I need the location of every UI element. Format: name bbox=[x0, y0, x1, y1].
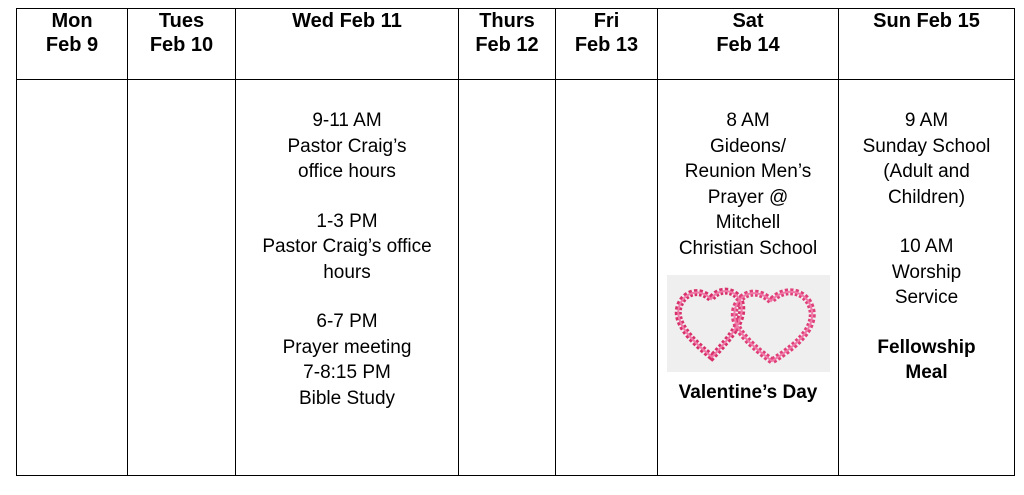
cell-mon bbox=[17, 80, 128, 476]
cell-fri bbox=[556, 80, 658, 476]
sat-event-mens-prayer: 8 AM Gideons/ Reunion Men’s Prayer @ Mitchell Christian School bbox=[678, 110, 818, 259]
wed-event-prayer-bible: 6-7 PM Prayer meeting 7-8:15 PM Bible Study bbox=[282, 311, 412, 409]
events-row bbox=[17, 80, 1015, 476]
sun-event-fellowship-meal: Fellowship Meal bbox=[877, 336, 976, 383]
cell-sun bbox=[839, 80, 1015, 476]
cell-sat bbox=[658, 80, 839, 476]
weekly-calendar bbox=[16, 8, 1015, 476]
header-fri: Fri Feb 13 bbox=[556, 9, 658, 80]
hearts-image bbox=[667, 275, 830, 372]
header-sat: Sat Feb 14 bbox=[658, 9, 839, 80]
cell-wed bbox=[236, 80, 459, 476]
cell-tues bbox=[128, 80, 236, 476]
cell-thurs bbox=[459, 80, 556, 476]
sun-event-sunday-school: 9 AM Sunday School (Adult and Children) bbox=[862, 110, 991, 208]
header-tues: Tues Feb 10 bbox=[128, 9, 236, 80]
header-mon: Mon Feb 9 bbox=[17, 9, 128, 80]
wed-event-office-hours-pm: 1-3 PM Pastor Craig’s office hours bbox=[262, 210, 432, 283]
valentines-day-label: Valentine’s Day bbox=[678, 382, 818, 403]
header-row bbox=[17, 9, 1015, 80]
header-thurs: Thurs Feb 12 bbox=[459, 9, 556, 80]
wed-event-office-hours-am: 9-11 AM Pastor Craig’s office hours bbox=[287, 110, 407, 182]
header-wed: Wed Feb 11 bbox=[236, 9, 459, 80]
sun-event-worship: 10 AM Worship Service bbox=[891, 236, 962, 308]
header-sun: Sun Feb 15 bbox=[839, 9, 1015, 80]
